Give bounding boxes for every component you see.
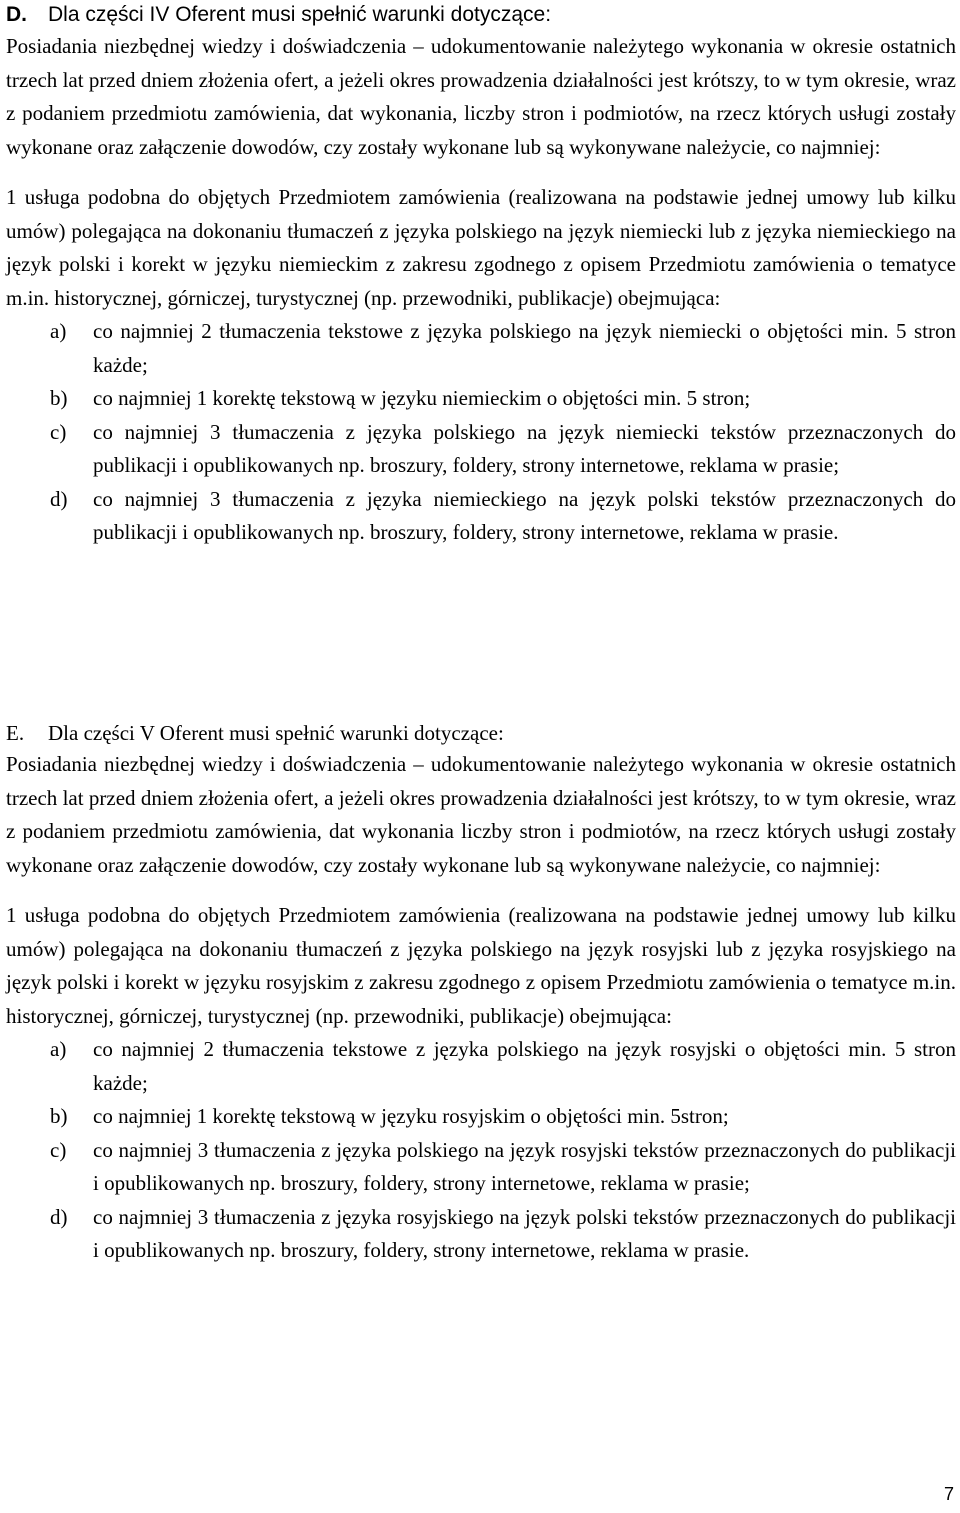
list-item-marker: a) bbox=[50, 1037, 67, 1061]
section-d-letter: D. bbox=[6, 3, 27, 26]
list-item-text: co najmniej 1 korektę tekstową w języku rosyjskim o objętości min. 5stron; bbox=[93, 1104, 729, 1128]
list-item bbox=[6, 382, 956, 416]
list-item bbox=[6, 315, 956, 382]
list-item-marker: a) bbox=[50, 319, 67, 343]
list-item-marker: c) bbox=[50, 419, 67, 444]
section-d-heading bbox=[6, 0, 956, 30]
list-item-marker: b) bbox=[50, 386, 68, 410]
list-item bbox=[6, 1100, 956, 1134]
section-d-list bbox=[6, 315, 956, 550]
list-item-marker: d) bbox=[50, 486, 68, 511]
section-e-letter: E. bbox=[6, 721, 25, 745]
section-d bbox=[6, 0, 956, 550]
list-item-text: co najmniej 3 tłumaczenia z języka rosyjskiego na język polski tekstów przeznaczonych do publikacji i opublikowanych np. broszury, foldery, strony internetowe, reklama w prasie. bbox=[93, 1204, 956, 1262]
section-d-intro: Posiadania niezbędnej wiedzy i doświadczenia – udokumentowanie należytego wykonania w okresie ostatnich trzech lat przed dniem złożenia ofert, a jeżeli okres prowadzenia działalności jest krótszy, to w tym okresie, wraz z podaniem przedmiotu zamówienia, dat wykonania, liczby stron i podmiotów, na rzecz których usługi zostały wykonane oraz załączenie dowodów, czy zostały wykonane lub są wykonywane należycie, co najmniej: bbox=[6, 34, 956, 159]
section-e bbox=[6, 718, 956, 1268]
list-item-text: co najmniej 2 tłumaczenia tekstowe z języka polskiego na język rosyjski o objętości min. 5 stron każde; bbox=[93, 1037, 956, 1095]
list-item-text: co najmniej 1 korektę tekstową w języku niemieckim o objętości min. 5 stron; bbox=[93, 386, 751, 410]
section-e-heading bbox=[6, 718, 956, 748]
list-item-text: co najmniej 3 tłumaczenia z języka niemieckiego na język polski tekstów przeznaczonych do publikacji i opublikowanych np. broszury, foldery, strony internetowe, reklama w prasie. bbox=[93, 486, 956, 544]
list-item bbox=[6, 483, 956, 550]
page-number: 7 bbox=[943, 1484, 954, 1504]
list-item-text: co najmniej 3 tłumaczenia z języka polskiego na język rosyjski tekstów przeznaczonych do publikacji i opublikowanych np. broszury, foldery, strony internetowe, reklama w prasie; bbox=[93, 1137, 956, 1195]
list-item-text: co najmniej 2 tłumaczenia tekstowe z języka polskiego na język niemiecki o objętości min. 5 stron każde; bbox=[93, 319, 956, 377]
list-item-text: co najmniej 3 tłumaczenia z języka polskiego na język niemiecki tekstów przeznaczonych do publikacji i opublikowanych np. broszury, foldery, strony internetowe, reklama w prasie; bbox=[93, 419, 956, 477]
list-item bbox=[6, 1134, 956, 1201]
section-e-list bbox=[6, 1033, 956, 1268]
section-d-service: 1 usługa podobna do objętych Przedmiotem zamówienia (realizowana na podstawie jednej umowy lub kilku umów) polegająca na dokonaniu tłumaczeń z języka polskiego na język niemiecki lub z języka niemieckiego na język polski i korekt w języku niemieckim z zakresu zgodnego z opisem Przedmiotu zamówienia o tematyce m.in. historycznej, górniczej, turystycznej (np. przewodniki, publikacje) obejmująca: bbox=[6, 185, 956, 310]
list-item bbox=[6, 1201, 956, 1268]
section-e-title: Dla części V Oferent musi spełnić warunki dotyczące: bbox=[48, 721, 504, 745]
section-e-intro: Posiadania niezbędnej wiedzy i doświadczenia – udokumentowanie należytego wykonania w okresie ostatnich trzech lat przed dniem złożenia ofert, a jeżeli okres prowadzenia działalności jest krótszy, to w tym okresie, wraz z podaniem przedmiotu zamówienia, dat wykonania liczby stron i podmiotów, na rzecz których usługi zostały wykonane oraz załączenie dowodów, czy zostały wykonane lub są wykonywane należycie, co najmniej: bbox=[6, 752, 956, 877]
section-d-title: Dla części IV Oferent musi spełnić warunki dotyczące: bbox=[48, 3, 552, 26]
section-e-service: 1 usługa podobna do objętych Przedmiotem zamówienia (realizowana na podstawie jednej umowy lub kilku umów) polegająca na dokonaniu tłumaczeń z języka polskiego na język rosyjski lub z języka rosyjskiego na język polski i korekt w języku rosyjskim z zakresu zgodnego z opisem Przedmiotu zamówienia o tematyce m.in. historycznej, górniczej, turystycznej (np. przewodniki, publikacje) obejmująca: bbox=[6, 903, 956, 1028]
list-item-marker: c) bbox=[50, 1137, 67, 1162]
list-item bbox=[6, 1033, 956, 1100]
list-item-marker: b) bbox=[50, 1104, 68, 1128]
list-item-marker: d) bbox=[50, 1204, 68, 1229]
list-item bbox=[6, 416, 956, 483]
